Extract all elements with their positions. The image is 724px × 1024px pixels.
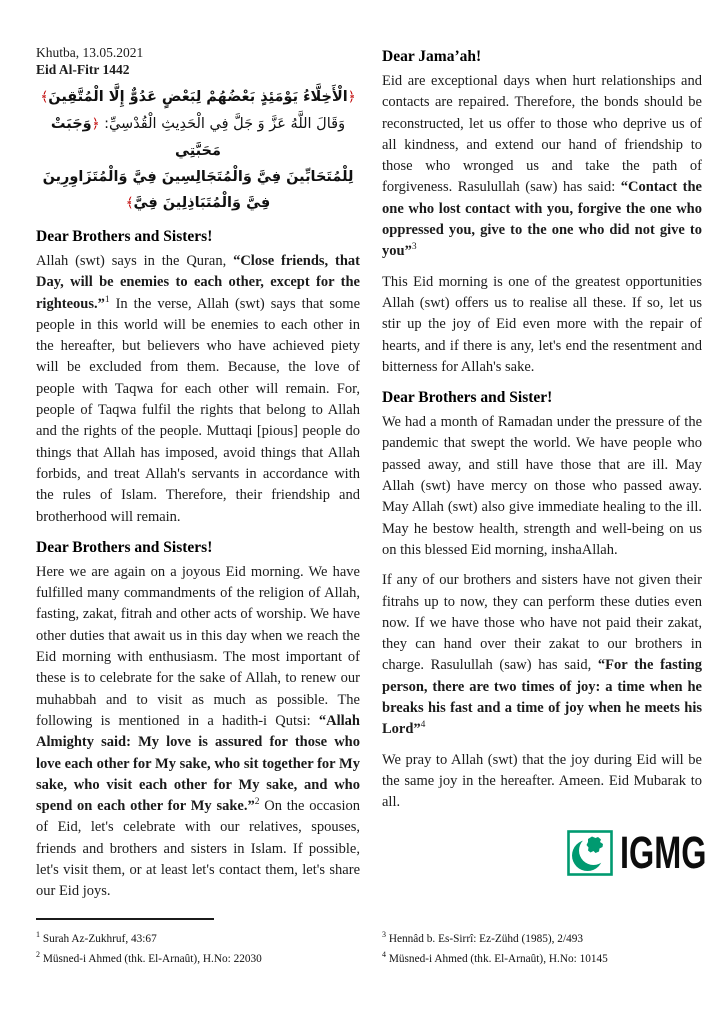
arabic-verse-block	[36, 84, 360, 217]
section-heading: Dear Jama’ah!	[382, 48, 482, 65]
footnote-ref: 4	[420, 720, 426, 731]
paragraph: Eid are exceptional days when hurt relationships and contacts are repaired. Therefore, the bonds should be reconstructed, let us offer to those who deprive us of all kindness, and extend our hand of friendship to those who wronged us and take the path of forgiveness. Rasulullah (saw) has said: “Contact the one who lost contact with you, forgive the one who oppressed you, give to the one who did not give to you”$^3$	[382, 73, 702, 260]
paragraph: We pray to Allah (swt) that the joy during Eid will be the same joy in the hereafter. Ameen. Eid Mubarak to all.	[382, 751, 702, 811]
paragraph: We had a month of Ramadan under the pressure of the pandemic that swept the world. We have people who passed away, and still have those that are ill. May Allah (swt) have mercy on those who passed away. May Allah (swt) also give immediate healing to the ill. May he bestow health, strength and well-being on us on this blessed Eid morning, inshaAllah.	[382, 414, 702, 558]
quranic-ornament-icon: ﴾	[40, 90, 49, 105]
footnote-ref: 3	[411, 242, 417, 253]
footnote: $^2$ Müsned-i Ahmed (thk. El-Arnaût), H.No: 22030	[36, 949, 262, 965]
footnote-marker: 2	[36, 949, 40, 959]
paragraph: Here we are again on a joyous Eid morning. We have fulfilled many commandments of the religion of Allah, fasting, zakat, fitrah and other acts of worship. We have other duties that await us in this day when we reach the Eid morning with enthusiasm. The most important of these is to celebrate for the sake of Allah, to renew our muhabbah and to visit as much as possible. The following is mentioned in a hadith-i Qutsi: “Allah Almighty said: My love is assured for those who love each other for My sake, who sit together for My sake, who visit each other for My sake, and who spend on each other for My sake.”$^2$ On the occasion of Eid, let's celebrate with our relatives, spouses, friends and brothers and sisters in Islam. If possible, let's visit them, or at least let's contact them, let's share our Eid joys.	[36, 563, 360, 900]
footnote-marker: 4	[382, 949, 386, 959]
crescent-europe-icon	[567, 830, 613, 876]
bold-quote: “Allah Almighty said: My love is assured for those who love each other for My sake, who sit together for My sake, who visit each other for My sake, and who spend on each other for My sake.”	[36, 712, 360, 815]
paragraph: If any of our brothers and sisters have not given their fitrahs up to now, they can perform these duties even now. If we have those who have not paid their zakat, they can hand over their zakat to our brothers in charge. Rasulullah (saw) has said, “For the fasting person, there are two times of joy: a time when he breaks his fast and a time of joy when he meets his Lord”$^4$	[382, 572, 702, 738]
document-date: Khutba, 13.05.2021	[36, 45, 144, 60]
quranic-ornament-icon: ﴾	[125, 196, 134, 211]
arabic-line-1: ﴿الْأَخِلَّاءُ يَوْمَئِذٍ بَعْضُهُمْ لِبَعْضٍ عَدُوٌّ إِلَّا الْمُتَّقِينَ﴾	[40, 89, 356, 105]
footnote: $^1$ Surah Az-Zukhruf, 43:67	[36, 930, 157, 945]
footnote-marker: 3	[382, 930, 386, 939]
paragraph: This Eid morning is one of the greatest opportunities Allah (swt) offers us to realise all these. If so, let us stir up the joy of Eid even more with the repair of hearts, and if there is any, let's end the resentment and bitterness for Allah's sake.	[382, 273, 702, 375]
quranic-ornament-icon: ﴿	[91, 117, 100, 132]
quranic-ornament-icon: ﴿	[347, 90, 356, 105]
footnote: $^4$ Müsned-i Ahmed (thk. El-Arnaût), H.No: 10145	[382, 949, 608, 965]
left-column	[36, 44, 360, 912]
bold-quote: “For the fasting person, there are two times of joy: a time when he breaks his fast and a time of joy when he meets his Lord”	[382, 657, 702, 738]
section-heading: Dear Brothers and Sisters!	[36, 228, 213, 245]
footnote-separator	[36, 918, 214, 920]
footnote-ref: 2	[254, 797, 260, 808]
section-heading: Dear Brothers and Sisters!	[36, 538, 213, 556]
paragraph: Allah (swt) says in the Quran, “Close friends, that Day, will be enemies to each other, except for the righteous.”$^1$ In the verse, Allah (swt) says that some people in this world will be enemies to each other in the hereafter, but believers who have achieved piety will be excluded from them. Because, the love of people with Taqwa for each other will remain. For, people of Taqwa fulfil the rights that belong to Allah and the rights of the people. Muttaqi [pious] people do things that Allah has imposed, avoid things that Allah forbids, and treat Allah's servants in accordance with the rules of Islam. Therefore, their friendship and brotherhood will remain.	[36, 253, 360, 525]
arabic-line-2: وَقَالَ اللَّهُ عَزَّ وَ جَلَّ فِي الْحَدِيثِ الْقُدْسِيِّ: ﴿وَجَبَتْ مَحَبَّتِي	[50, 116, 346, 159]
footnote-ref: 1	[104, 294, 110, 305]
bold-quote: “Close friends, that Day, will be enemies to each other, except for the righteous.”	[36, 253, 360, 312]
document-title: Eid Al-Fitr 1442	[36, 62, 130, 77]
arabic-line-3: لِلْمُتَحَابِّينَ فِيَّ وَالْمُتَجَالِسِينَ فِيَّ وَالْمُتَزَاوِرِينَ فِيَّ وَالْمُتَبَاذِلِينَ فِيَّ﴾	[42, 169, 354, 211]
section-heading: Dear Brothers and Sister!	[382, 389, 553, 407]
right-column	[382, 44, 702, 823]
igmg-wordmark: IGMG	[620, 827, 707, 878]
bold-quote: “Contact the one who lost contact with you, forgive the one who oppressed you, give to the one who did not give to you”	[382, 179, 702, 260]
footnote-marker: 1	[36, 930, 40, 939]
igmg-logo	[567, 827, 724, 878]
footnote: $^3$ Hennâd b. Es-Sirrî: Ez-Zühd (1985), 2/493	[382, 930, 584, 945]
footnotes-right	[382, 927, 706, 967]
footnotes-left	[36, 927, 360, 967]
